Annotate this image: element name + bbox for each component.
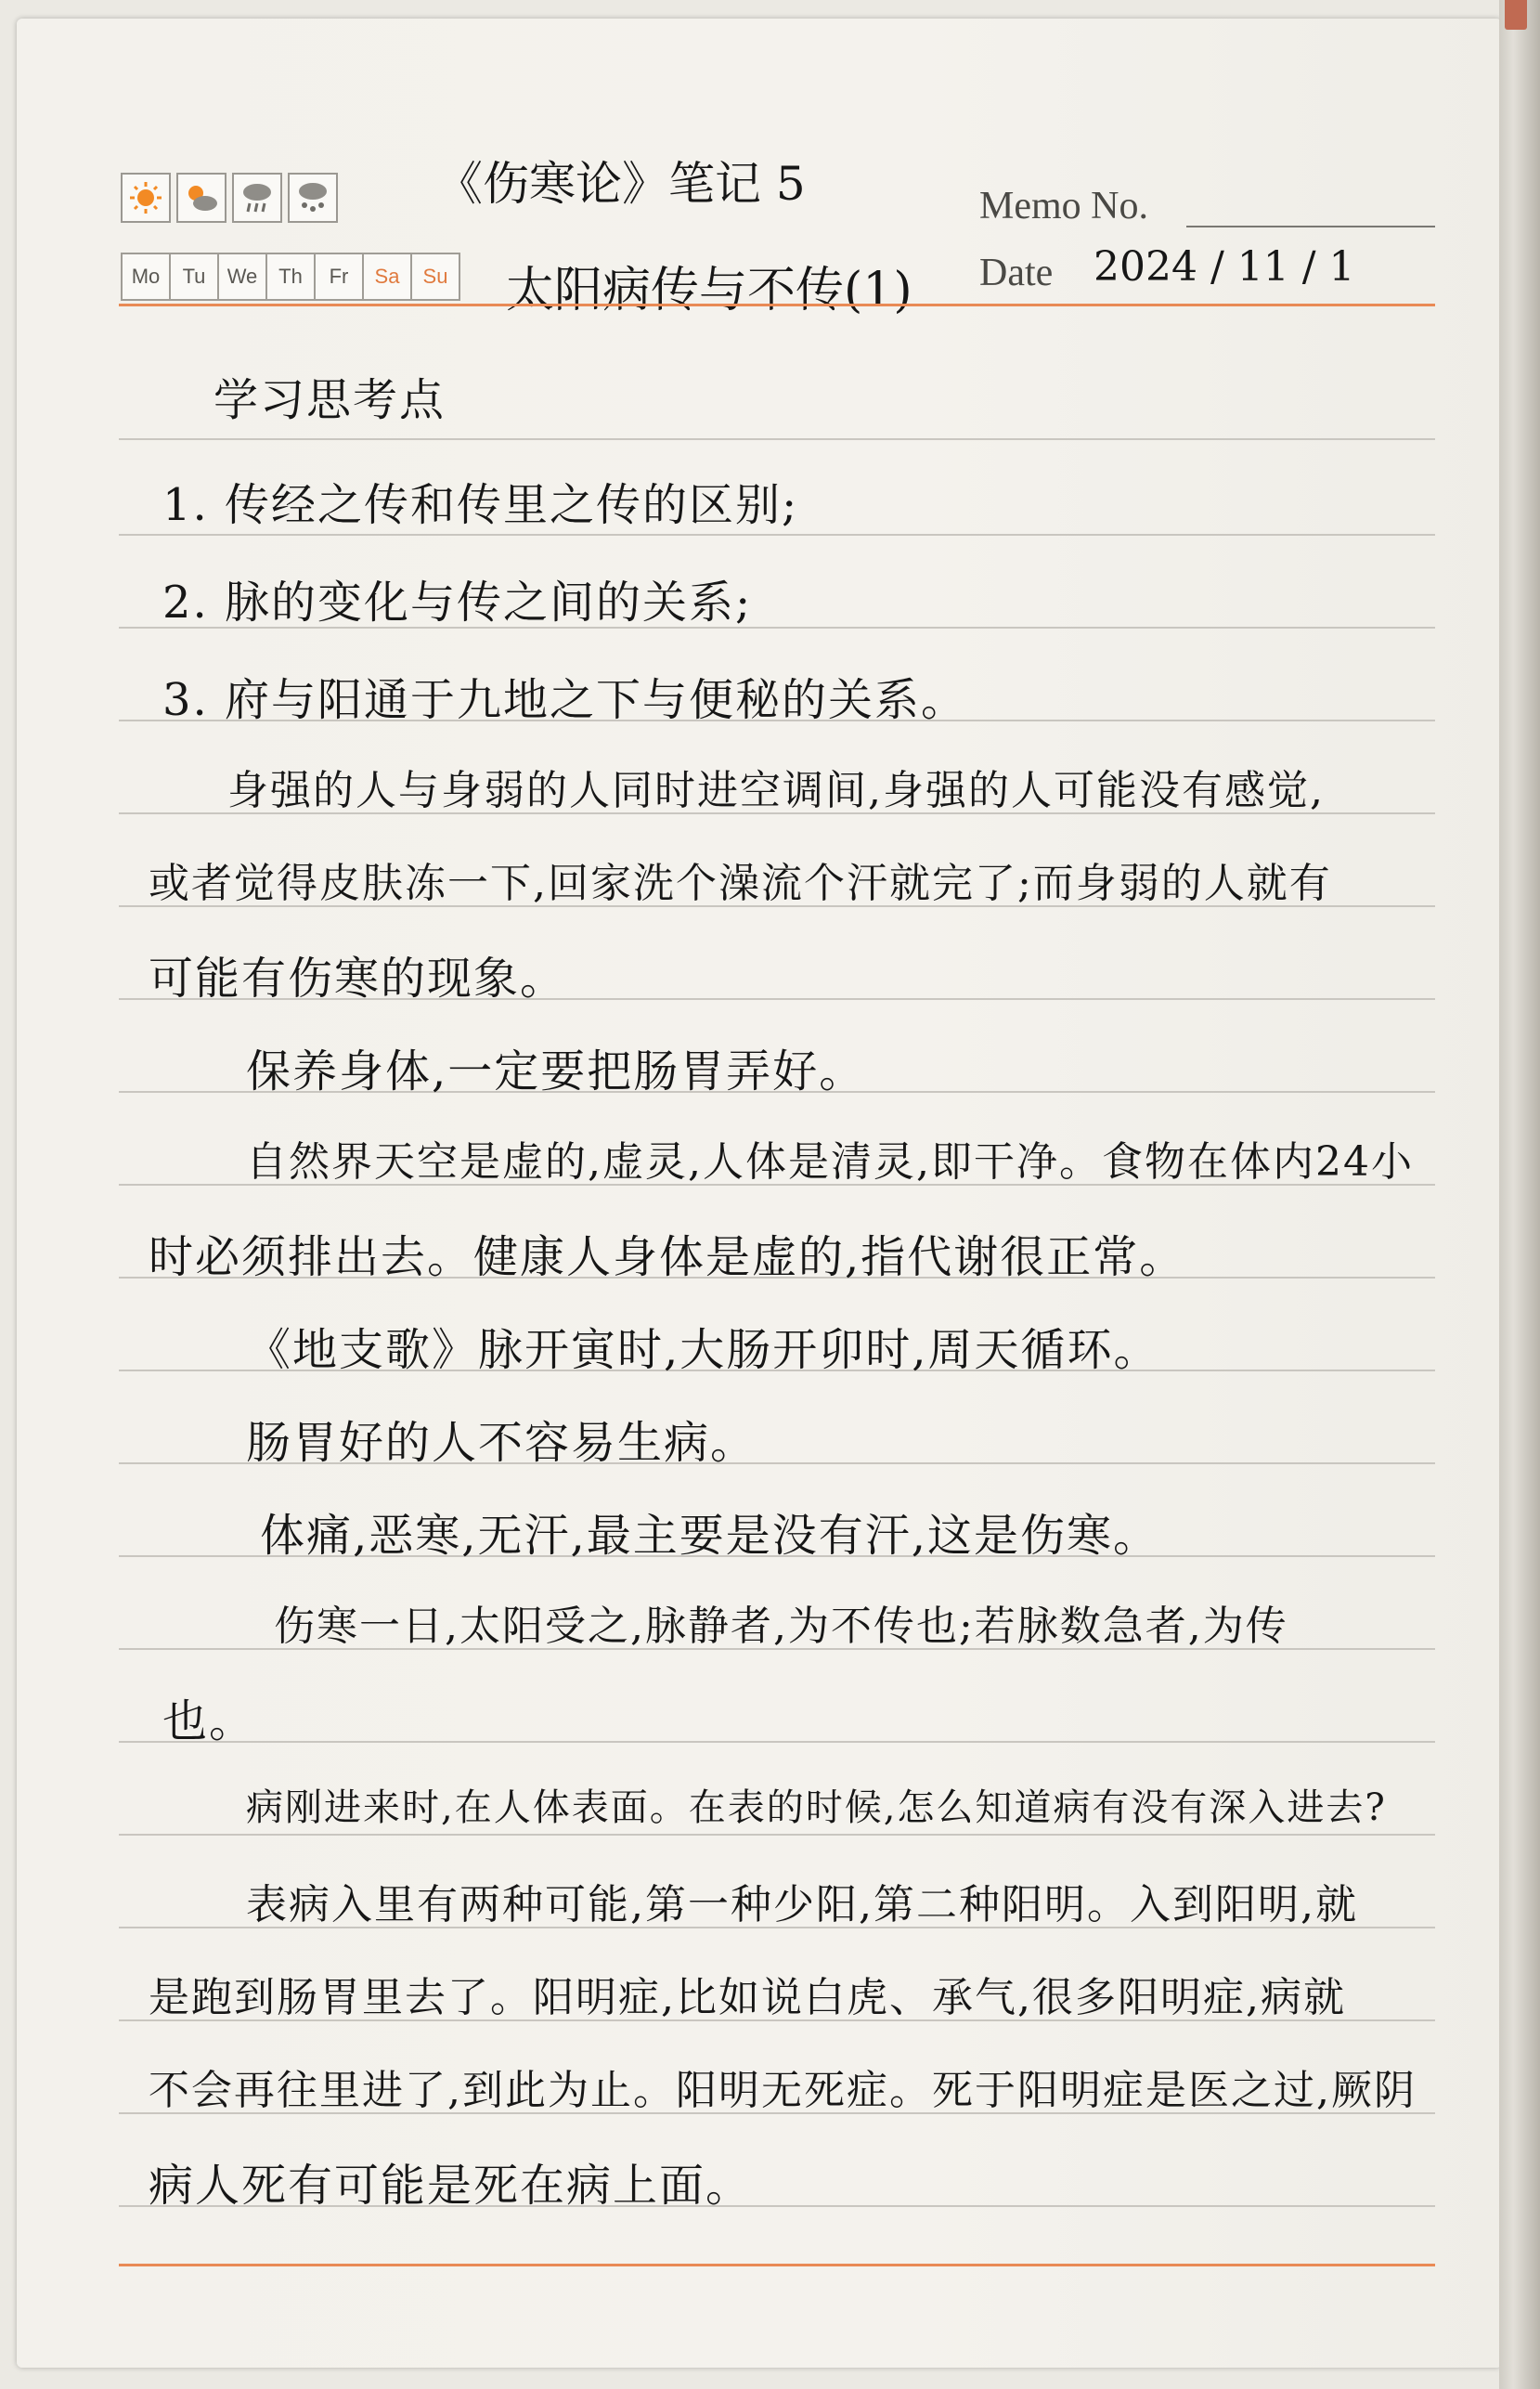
note-line: 病人死有可能是死在病上面。 [149, 2160, 753, 2212]
weather-icon-row [121, 173, 338, 223]
memo-number-label: Memo No. [979, 185, 1148, 227]
memo-number-line [1186, 226, 1435, 227]
note-line: 伤寒一日,太阳受之,脉静者,为不传也;若脉数急者,为传 [274, 1603, 1288, 1650]
note-line: 自然界天空是虚的,虚灵,人体是清灵,即干净。食物在体内24小 [246, 1138, 1414, 1186]
footer-divider [119, 2264, 1435, 2266]
note-line: 体痛,恶寒,无汗,最主要是没有汗,这是伤寒。 [260, 1510, 1160, 1562]
day-fr: Fr [314, 253, 364, 301]
day-th: Th [265, 253, 316, 301]
note-line: 或者觉得皮肤冻一下,回家洗个澡流个汗就完了;而身弱的人就有 [149, 860, 1332, 907]
partly-cloudy-icon [176, 173, 226, 223]
note-line: 也。 [162, 1695, 256, 1747]
note-title: 《伤寒论》笔记 5 [436, 157, 806, 211]
note-line: 是跑到肠胃里去了。阳明症,比如说白虎、承气,很多阳明症,病就 [149, 1974, 1346, 2021]
day-su: Su [410, 253, 460, 301]
note-line: 病刚进来时,在人体表面。在表的时候,怎么知道病有没有深入进去? [246, 1786, 1387, 1829]
note-subtitle: 太阳病传与不传(1) [506, 263, 912, 318]
note-line: 不会再往里进了,到此为止。阳明无死症。死于阳明症是医之过,厥阴 [149, 2067, 1417, 2114]
ruled-line [119, 1834, 1435, 1836]
day-mo: Mo [121, 253, 171, 301]
ruled-line [119, 438, 1435, 440]
note-line: 3. 府与阳通于九地之下与便秘的关系。 [162, 674, 968, 726]
day-tu: Tu [169, 253, 219, 301]
note-heading: 学习思考点 [214, 374, 446, 426]
day-sa: Sa [362, 253, 412, 301]
date-value: 2024 / 11 / 1 [1094, 243, 1355, 291]
note-line: 肠胃好的人不容易生病。 [246, 1417, 757, 1469]
note-line: 1. 传经之传和传里之传的区别; [162, 479, 799, 531]
weekday-row [121, 253, 459, 301]
header-divider [119, 304, 1435, 306]
note-line: 可能有伤寒的现象。 [149, 953, 567, 1005]
ruled-line [119, 534, 1435, 536]
note-line: 《地支歌》脉开寅时,大肠开卯时,周天循环。 [246, 1324, 1160, 1376]
date-label: Date [979, 252, 1054, 294]
note-line: 表病入里有两种可能,第一种少阳,第二种阳明。入到阳明,就 [246, 1881, 1358, 1928]
day-we: We [217, 253, 267, 301]
ruled-line [119, 1741, 1435, 1743]
sun-icon [121, 173, 171, 223]
rain-icon [232, 173, 282, 223]
bookmark-ribbon [1505, 0, 1527, 30]
note-line: 身强的人与身弱的人同时进空调间,身强的人可能没有感觉, [227, 767, 1325, 814]
notebook-spine [1499, 0, 1540, 2389]
note-line: 保养身体,一定要把肠胃弄好。 [246, 1045, 866, 1097]
note-line: 2. 脉的变化与传之间的关系; [162, 577, 753, 629]
note-line: 时必须排出去。健康人身体是虚的,指代谢很正常。 [149, 1231, 1186, 1283]
snow-icon [288, 173, 338, 223]
